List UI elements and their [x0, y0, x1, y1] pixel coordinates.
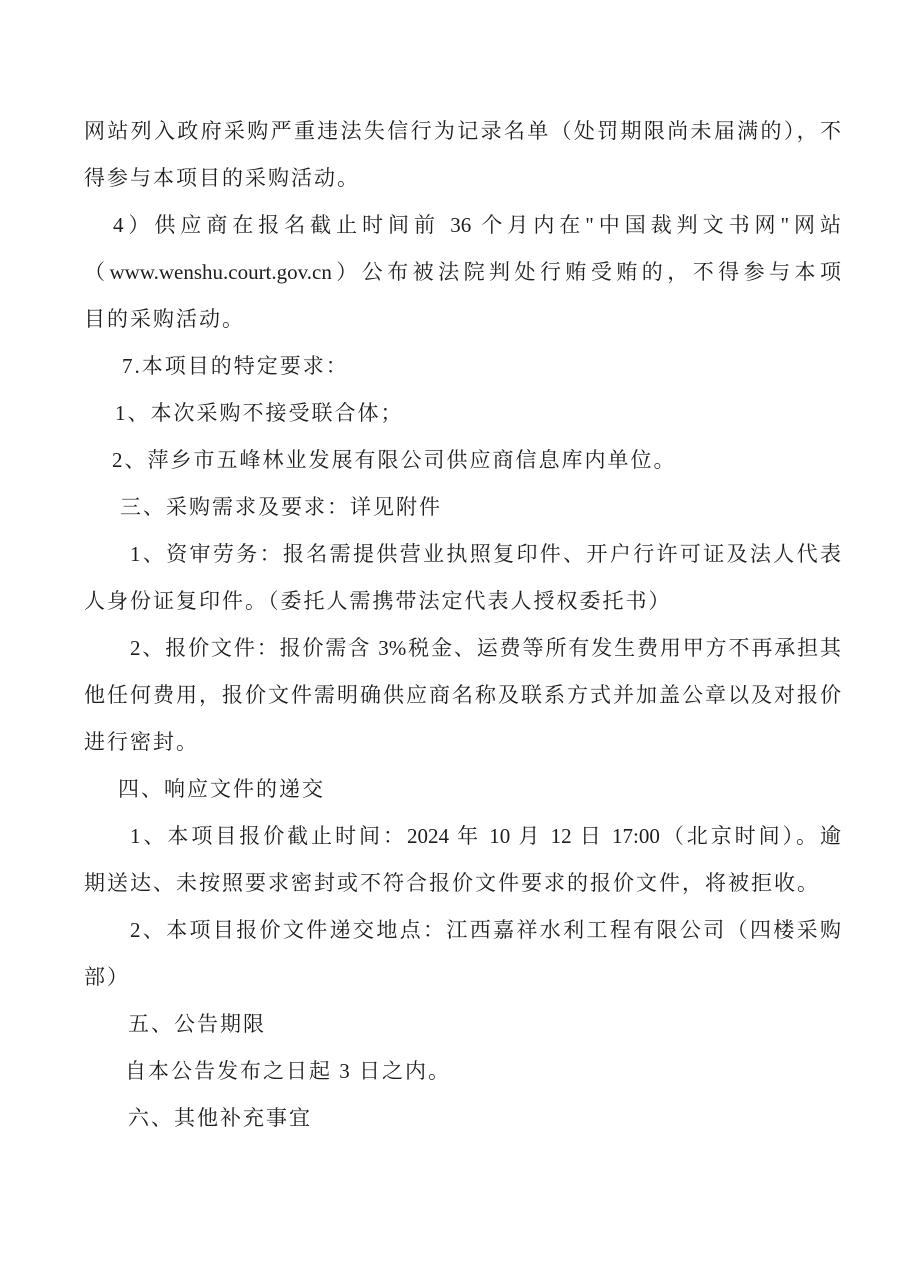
document-line: 五、公告期限 [128, 1012, 266, 1036]
document-line: 2、萍乡市五峰林业发展有限公司供应商信息库内单位。 [112, 448, 677, 472]
document-line: 1、资审劳务：报名需提供营业执照复印件、开户行许可证及法人代表 [130, 542, 841, 566]
document-line: 部） [84, 965, 130, 989]
document-line: 网站列入政府采购严重违法失信行为记录名单（处罚期限尚未届满的），不 [84, 119, 841, 143]
document-line: 1、本次采购不接受联合体； [115, 401, 404, 425]
document-line: 1、本项目报价截止时间：2024 年 10 月 12 日 17:00（北京时间）。逾 [130, 824, 841, 848]
document-line: 进行密封。 [84, 730, 199, 754]
document-line: 四、响应文件的递交 [118, 777, 325, 801]
document-line: 2、本项目报价文件递交地点：江西嘉祥水利工程有限公司（四楼采购 [130, 918, 841, 942]
document-line: 7.本项目的特定要求： [122, 354, 349, 378]
document-line: （www.wenshu.court.gov.cn）公布被法院判处行贿受贿的，不得参与本项 [84, 260, 841, 284]
document-line: 人身份证复印件。（委托人需携带法定代表人授权委托书） [84, 589, 672, 613]
document-line: 自本公告发布之日起 3 日之内。 [125, 1059, 451, 1083]
document-line: 他任何费用，报价文件需明确供应商名称及联系方式并加盖公章以及对报价 [84, 683, 841, 707]
document-body [84, 108, 841, 1142]
document-line: 目的采购活动。 [84, 307, 245, 331]
document-line: 三、采购需求及要求：详见附件 [120, 495, 442, 519]
document-line: 得参与本项目的采购活动。 [84, 166, 360, 190]
document-line: 2、报价文件：报价需含 3%税金、运费等所有发生费用甲方不再承担其 [130, 636, 841, 660]
document-line: 4）供应商在报名截止时间前 36 个月内在"中国裁判文书网"网站 [113, 213, 841, 237]
document-line: 六、其他补充事宜 [128, 1106, 312, 1130]
document-line: 期送达、未按照要求密封或不符合报价文件要求的报价文件，将被拒收。 [84, 871, 820, 895]
